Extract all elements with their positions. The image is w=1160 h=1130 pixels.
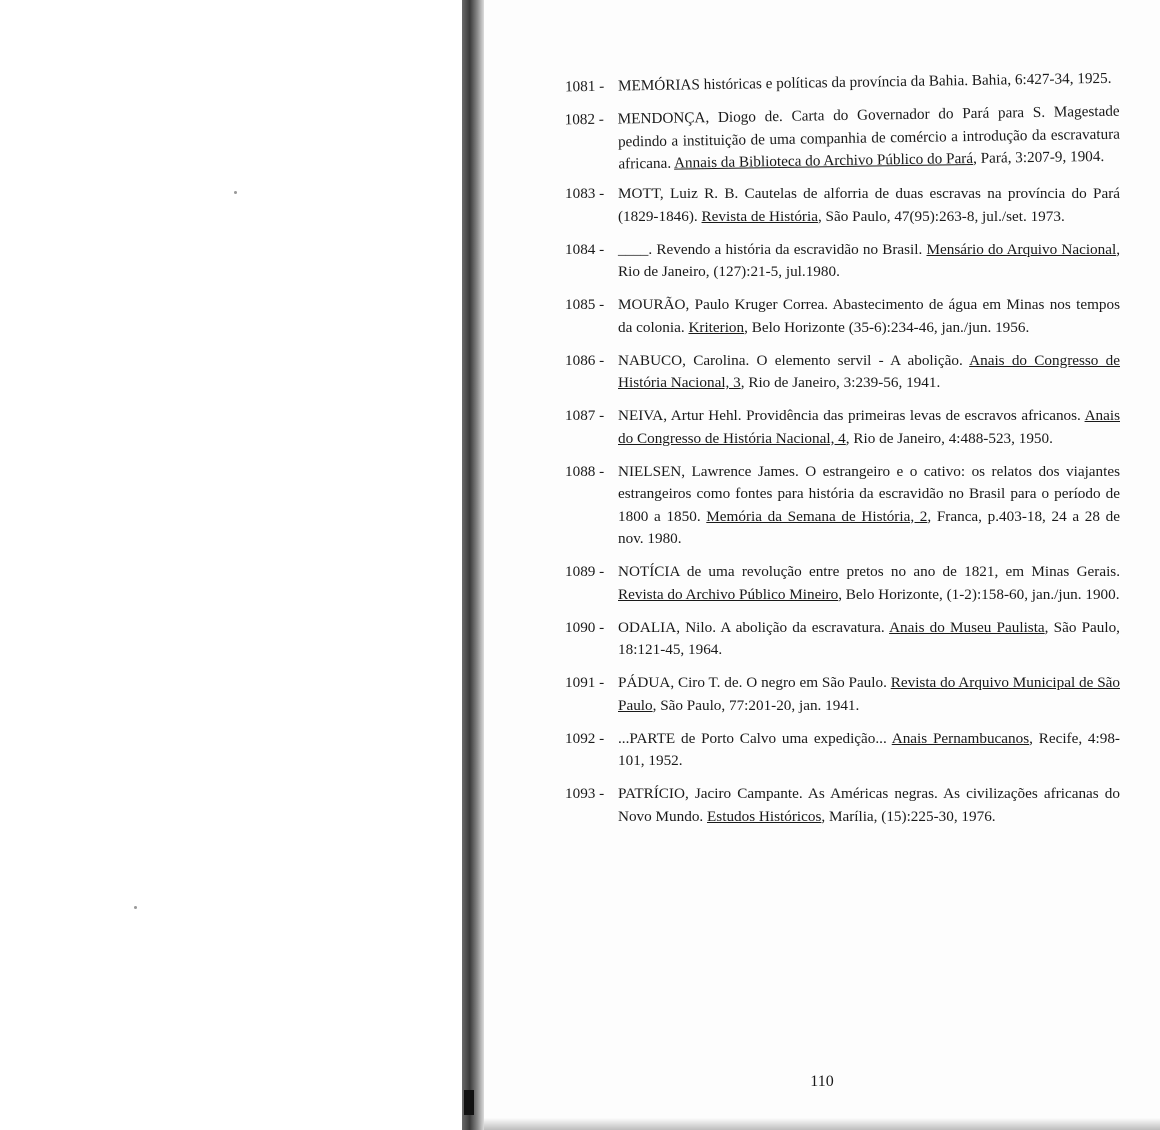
entry-text: Diogo de. Carta do Governador do Pará para S. Magestade pedindo a instituição de uma companhia de comércio a introdução da escravatura africana. — [617, 102, 1121, 173]
entry-author: NEIVA, — [618, 407, 668, 424]
entry-number: 1083 - — [565, 185, 605, 202]
bibliography-entry — [565, 617, 1120, 662]
bibliography-entry — [565, 239, 1120, 284]
page-number: 110 — [810, 1073, 834, 1090]
entry-publication: Memória da Semana de História, 2 — [706, 507, 928, 525]
entry-publication: Mensário do Arquivo Nacional — [926, 240, 1117, 258]
entry-text: Paulo Kruger Correa. Abastecimento de água em Minas nos tempos da colonia. — [618, 296, 1120, 336]
entry-citation: 6:427-34, 1925. — [1014, 69, 1112, 89]
entry-citation: , Marília, (15):225-30, 1976. — [821, 807, 996, 825]
entry-publication: Kriterion — [688, 318, 745, 336]
bibliography-entry — [565, 183, 1120, 228]
entry-citation: , São Paulo, 47(95):263-8, jul./set. 1973. — [817, 207, 1065, 225]
bibliography-entry — [565, 461, 1120, 551]
entry-author: MOURÃO, — [618, 296, 690, 313]
entry-text: Artur Hehl. Providência das primeiras levas de escravos africanos. — [667, 407, 1085, 424]
entry-publication: Anais do Congresso de História Nacional, 4 — [618, 407, 1120, 447]
entry-citation: , Franca, p.403-18, 24 a 28 de nov. 1980. — [618, 507, 1120, 547]
bibliography-entry — [565, 405, 1120, 450]
entry-number: 1091 - — [565, 674, 605, 691]
entry-author: MENDONÇA, — [617, 109, 710, 128]
entry-text: históricas e políticas da província da Bahia. Bahia, — [699, 71, 1016, 94]
entry-number: 1081 - — [564, 77, 605, 96]
entry-text: Ciro T. de. O negro em São Paulo. — [674, 674, 891, 691]
entry-number: 1086 - — [565, 351, 605, 369]
entry-text: Jaciro Campante. As Américas negras. As civilizações africanas do Novo Mundo. — [618, 785, 1120, 825]
entry-number: 1089 - — [565, 563, 605, 580]
bibliography-list — [564, 69, 1121, 839]
entry-text: Carolina. O elemento servil - A abolição. — [685, 351, 970, 369]
scan-speck — [134, 906, 137, 909]
entry-author: ____. — [618, 240, 653, 258]
entry-citation: , São Paulo, 18:121-45, 1964. — [618, 618, 1120, 658]
bibliography-entry — [565, 350, 1120, 395]
entry-number: 1088 - — [565, 462, 605, 480]
entry-author: MOTT, — [618, 185, 664, 202]
entry-author: PATRÍCIO, — [618, 785, 689, 802]
bibliography-entry — [565, 783, 1120, 828]
entry-publication: Annais da Biblioteca do Archivo Público do Pará — [673, 149, 974, 172]
entry-publication: Revista de História — [701, 207, 818, 225]
entry-citation: , Belo Horizonte (35-6):234-46, jan./jun. 1956. — [744, 318, 1030, 336]
entry-text: de uma revolução entre pretos no ano de 1821, em Minas Gerais. — [679, 563, 1120, 580]
entry-publication: Anais Pernambucanos — [891, 729, 1030, 747]
entry-publication: Revista do Arquivo Municipal de São Paulo — [618, 674, 1120, 714]
entry-publication: Anais do Congresso de História Nacional, 3 — [618, 351, 1120, 391]
bibliography-entry — [565, 294, 1120, 339]
entry-citation: , Belo Horizonte, (1-2):158-60, jan./jun. 1900. — [838, 585, 1120, 603]
entry-text: de Porto Calvo uma expedição... — [675, 729, 892, 747]
entry-text: Nilo. A abolição da escravatura. — [680, 618, 890, 636]
bibliography-entry — [565, 728, 1120, 773]
entry-number: 1087 - — [565, 407, 605, 424]
entry-citation: , Pará, 3:207-9, 1904. — [972, 147, 1105, 167]
entry-publication: Anais do Museu Paulista — [889, 618, 1045, 636]
entry-citation: , Recife, 4:98-101, 1952. — [618, 729, 1120, 769]
entry-publication: Estudos Históricos — [707, 807, 822, 825]
gutter-shadow — [464, 1090, 474, 1115]
entry-author: PÁDUA, — [618, 674, 675, 691]
entry-author: NABUCO, — [618, 351, 686, 369]
entry-citation: , São Paulo, 77:201-20, jan. 1941. — [652, 696, 860, 714]
bibliography-entry — [565, 561, 1120, 606]
entry-number: 1090 - — [565, 618, 605, 636]
book-gutter — [462, 0, 484, 1130]
entry-author: NOTÍCIA — [618, 563, 680, 580]
entry-author: NIELSEN, — [618, 462, 686, 480]
page-bottom-edge — [484, 1118, 1160, 1130]
bibliography-entry — [565, 68, 1120, 99]
scan-speck — [234, 191, 237, 194]
entry-number: 1084 - — [565, 240, 605, 258]
entry-citation: , Rio de Janeiro, (127):21-5, jul.1980. — [618, 240, 1120, 280]
entry-author: ODALIA, — [618, 618, 681, 636]
entry-text: Lawrence James. O estrangeiro e o cativo: os relatos dos viajantes estrangeiros como fontes para história da escravidão no Brasil para o período de 1800 a 1850. — [618, 462, 1120, 525]
entry-number: 1092 - — [565, 729, 605, 747]
entry-author: ...PARTE — [618, 729, 676, 747]
bibliography-entry — [565, 101, 1121, 177]
left-page — [0, 0, 462, 1130]
entry-author: MEMÓRIAS — [617, 76, 700, 95]
entry-number: 1085 - — [565, 296, 605, 313]
entry-number: 1082 - — [564, 110, 605, 129]
entry-citation: , Rio de Janeiro, 3:239-56, 1941. — [740, 374, 941, 391]
entry-citation: , Rio de Janeiro, 4:488-523, 1950. — [845, 429, 1053, 447]
page-number-row — [0, 1073, 1160, 1091]
entry-number: 1093 - — [565, 785, 605, 802]
entry-publication: Revista do Archivo Público Mineiro — [618, 585, 839, 603]
entry-text: Revendo a história da escravidão no Brasil. — [652, 240, 927, 258]
bibliography-entry — [565, 672, 1120, 717]
entry-text: Luiz R. B. Cautelas de alforria de duas escravas na província do Pará (1829-1846). — [618, 185, 1120, 225]
